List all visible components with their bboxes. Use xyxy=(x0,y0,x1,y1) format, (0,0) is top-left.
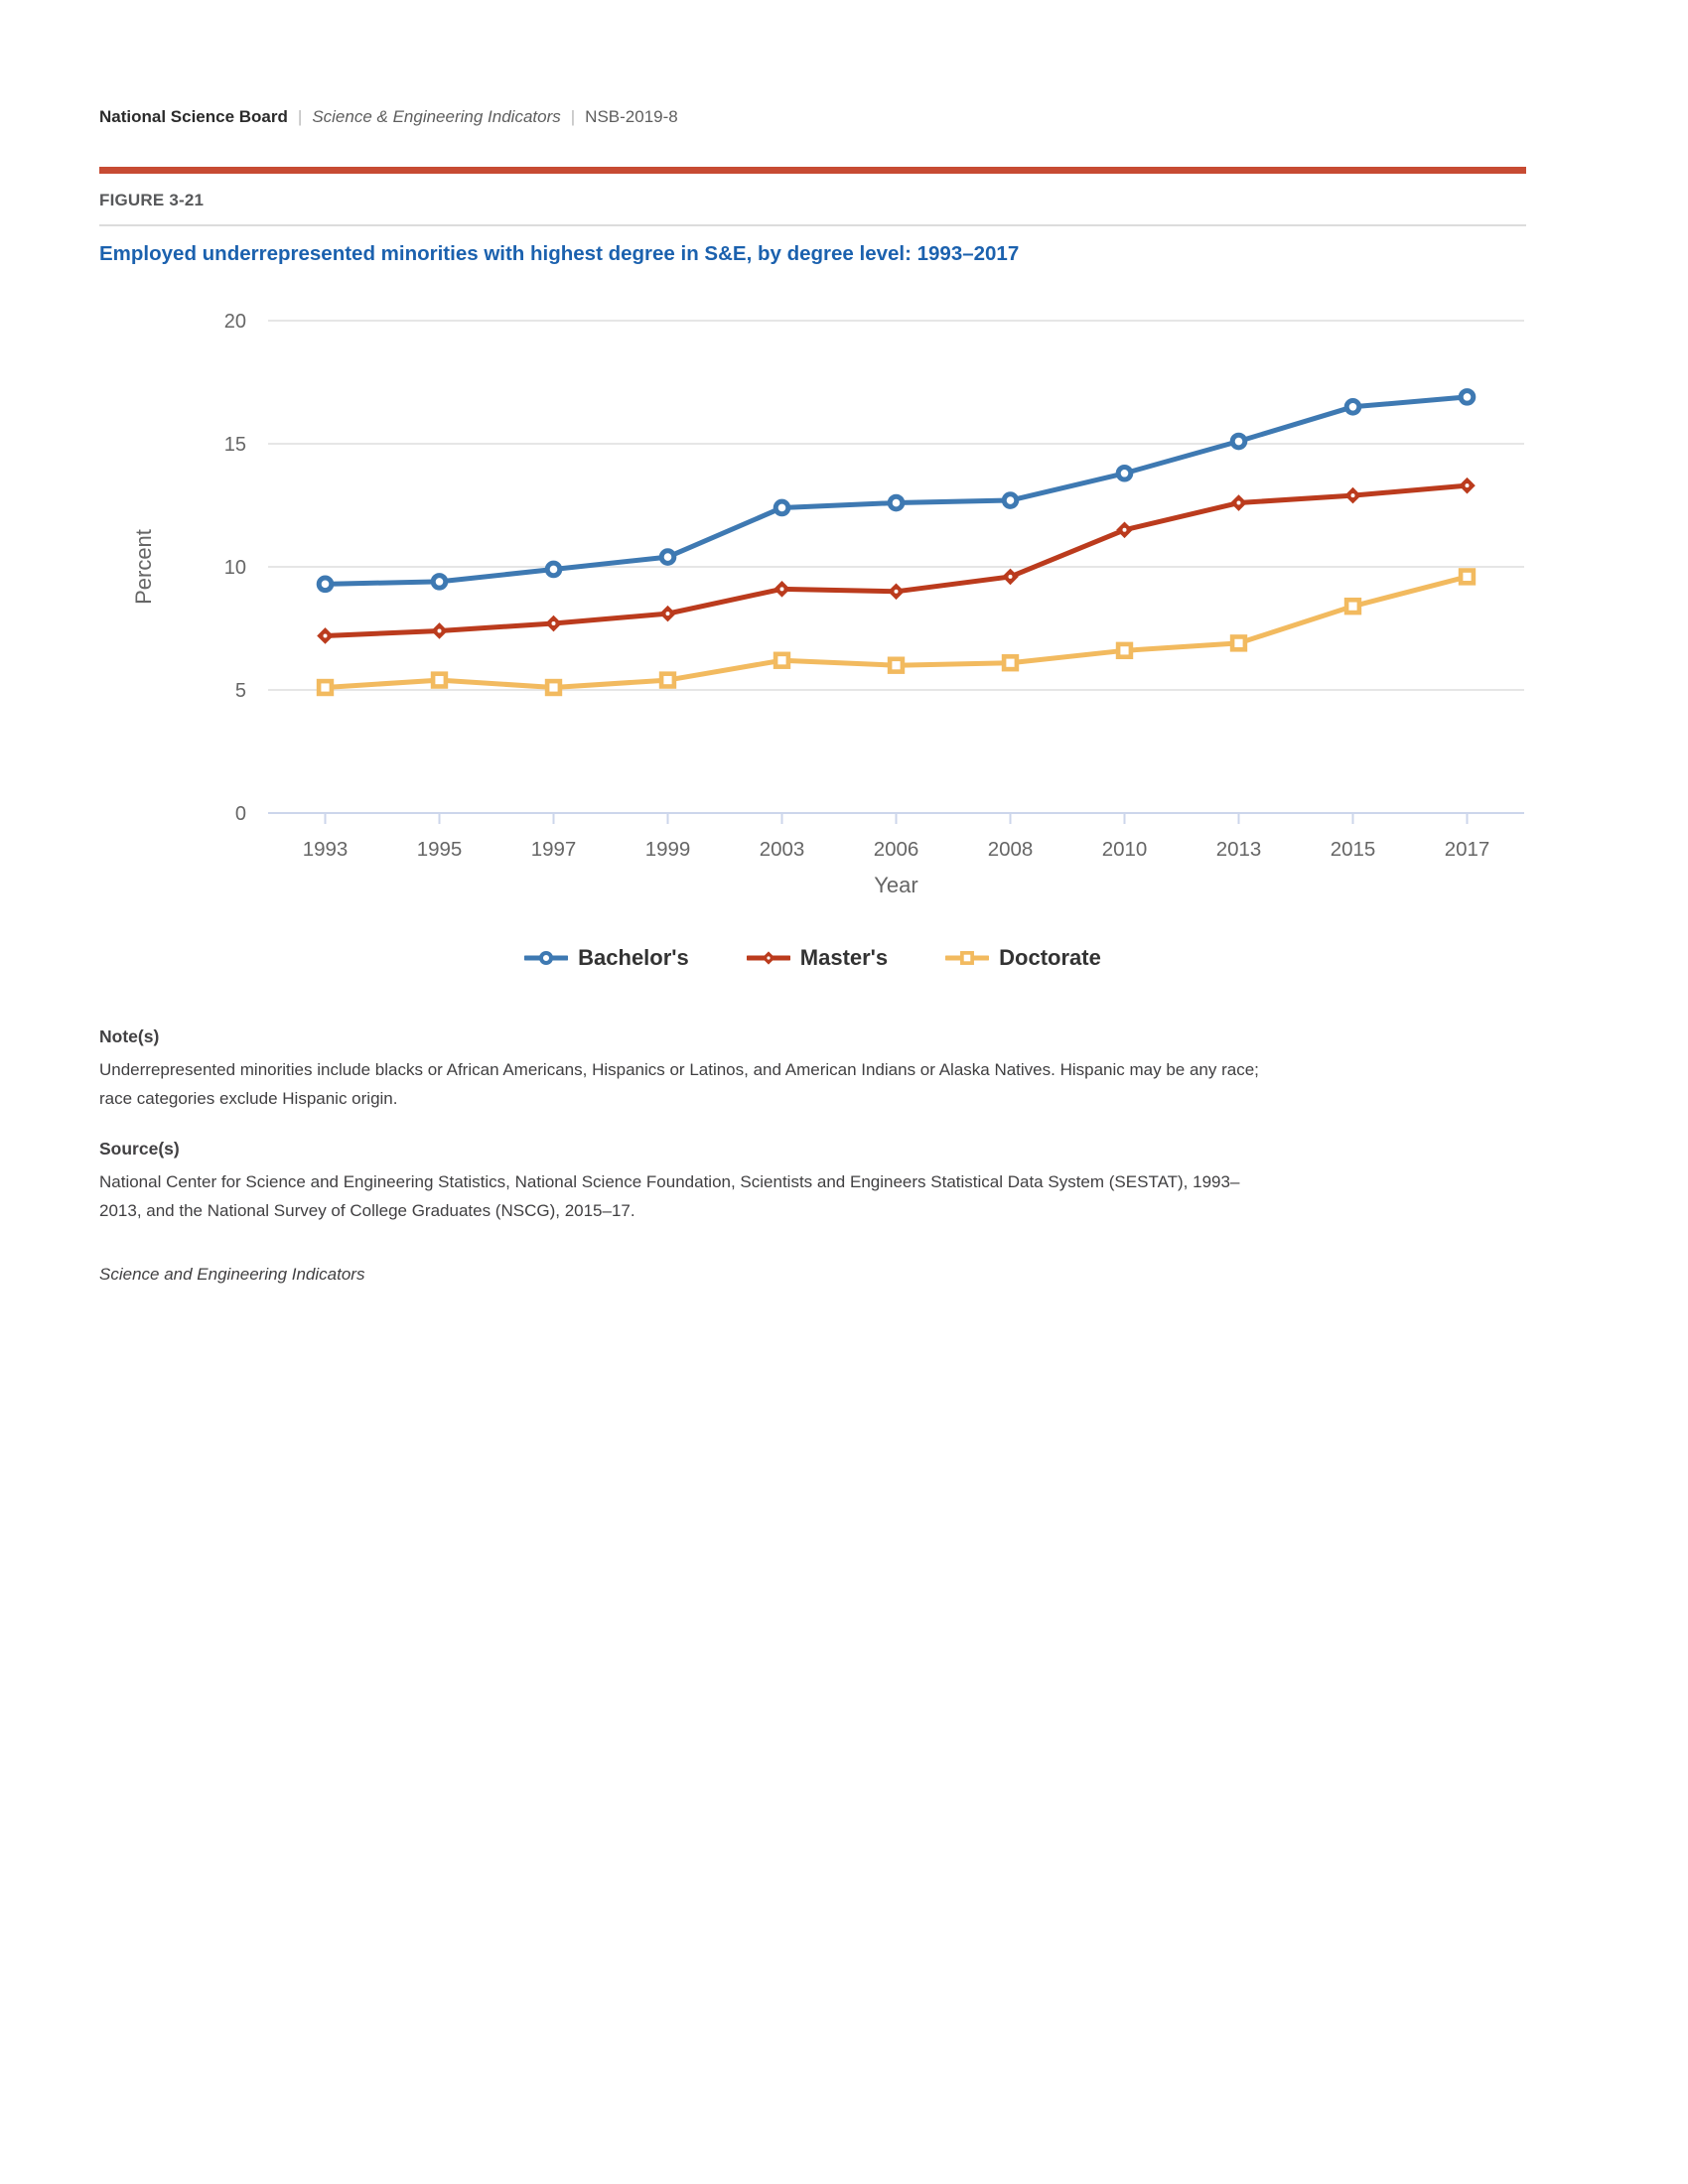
square-marker-icon xyxy=(1346,600,1359,613)
square-marker-icon xyxy=(890,659,903,672)
data-point[interactable] xyxy=(1346,401,1359,414)
divider-line xyxy=(99,224,1526,226)
x-axis-label: 2006 xyxy=(873,838,919,861)
y-axis-label: 5 xyxy=(234,680,246,702)
legend-item-master-s[interactable] xyxy=(747,945,888,971)
legend-item-bachelor-s[interactable] xyxy=(524,945,689,971)
sources-heading: Source(s) xyxy=(99,1139,180,1160)
legend-item-doctorate[interactable] xyxy=(945,945,1101,971)
data-point[interactable] xyxy=(1116,522,1133,539)
x-axis-label: 1997 xyxy=(530,838,577,861)
legend-label: Bachelor's xyxy=(578,945,689,970)
data-point[interactable] xyxy=(319,578,332,591)
x-axis-label: 2013 xyxy=(1215,838,1262,861)
x-axis-label: 2008 xyxy=(987,838,1034,861)
circle-marker-icon xyxy=(890,496,903,509)
marker-center-dot xyxy=(438,628,442,632)
circle-marker-icon xyxy=(433,576,446,589)
publication-name: Science & Engineering Indicators xyxy=(312,107,561,126)
marker-center-dot xyxy=(1351,493,1355,497)
marker-center-dot xyxy=(324,633,328,637)
data-point[interactable] xyxy=(1344,487,1361,504)
y-axis-label: 10 xyxy=(223,557,246,579)
circle-marker-icon xyxy=(1346,401,1359,414)
marker-center-dot xyxy=(895,590,899,594)
y-axis-title: Percent xyxy=(131,529,156,605)
data-point[interactable] xyxy=(1230,494,1247,511)
notes-heading: Note(s) xyxy=(99,1026,160,1046)
data-point[interactable] xyxy=(541,953,551,963)
square-marker-icon xyxy=(1232,636,1245,649)
data-point[interactable] xyxy=(775,654,788,667)
marker-center-dot xyxy=(767,956,770,959)
data-point[interactable] xyxy=(433,674,446,687)
y-axis-label: 20 xyxy=(223,311,246,333)
x-axis-label: 1993 xyxy=(302,838,349,861)
circle-marker-icon xyxy=(1004,494,1017,507)
x-axis-label: 2003 xyxy=(759,838,805,861)
series-line-bachelor-s xyxy=(326,397,1468,584)
square-marker-icon xyxy=(1461,571,1474,584)
data-point[interactable] xyxy=(659,606,676,622)
legend-marker-circle xyxy=(524,948,568,968)
circle-marker-icon xyxy=(547,563,560,576)
sources-body: National Center for Science and Engineering Statistics, National Science Foundation, Scientists and Engineers Statistical Data System (SESTAT), 1993–2013, and the National Survey of College Graduates (NSCG), 2015–17. xyxy=(99,1172,1240,1220)
y-axis-label: 15 xyxy=(223,434,246,456)
figure-title: Employed underrepresented minorities with highest degree in S&E, by degree level: 1993–2017 xyxy=(99,242,1020,265)
report-header xyxy=(99,107,1526,127)
data-point[interactable] xyxy=(1461,391,1474,404)
legend-label: Master's xyxy=(799,945,889,970)
marker-center-dot xyxy=(1466,483,1470,487)
data-point[interactable] xyxy=(775,501,788,514)
figure-label: FIGURE 3-21 xyxy=(99,191,205,209)
data-point[interactable] xyxy=(890,659,903,672)
square-marker-icon xyxy=(1118,644,1131,657)
data-point[interactable] xyxy=(1461,571,1474,584)
square-marker-icon xyxy=(962,953,972,963)
brand-name: National Science Board xyxy=(99,107,288,126)
data-point[interactable] xyxy=(545,615,562,632)
data-point[interactable] xyxy=(547,681,560,694)
data-point[interactable] xyxy=(1118,644,1131,657)
data-point[interactable] xyxy=(1232,636,1245,649)
y-axis-label: 0 xyxy=(234,803,246,825)
data-point[interactable] xyxy=(547,563,560,576)
x-axis-label: 1999 xyxy=(644,838,691,861)
data-point[interactable] xyxy=(661,674,674,687)
square-marker-icon xyxy=(1004,656,1017,669)
data-point[interactable] xyxy=(1002,569,1019,586)
x-axis-title: Year xyxy=(874,873,918,897)
data-point[interactable] xyxy=(431,622,448,639)
legend-marker-square xyxy=(945,948,989,968)
marker-center-dot xyxy=(552,621,556,625)
marker-center-dot xyxy=(780,587,784,591)
data-point[interactable] xyxy=(1118,467,1131,479)
data-point[interactable] xyxy=(317,627,334,644)
x-axis-label: 2010 xyxy=(1101,838,1148,861)
circle-marker-icon xyxy=(1232,435,1245,448)
x-axis-label: 1995 xyxy=(416,838,463,861)
x-axis-label: 2017 xyxy=(1444,838,1490,861)
data-point[interactable] xyxy=(1004,656,1017,669)
data-point[interactable] xyxy=(888,584,905,601)
line-chart xyxy=(99,298,1526,971)
legend-marker-diamond xyxy=(747,948,790,968)
circle-marker-icon xyxy=(775,501,788,514)
notes-body: Underrepresented minorities include blacks or African Americans, Hispanics or Latinos, and American Indians or Alaska Natives. Hispanic may be any race; race categories exclude Hispanic origin. xyxy=(99,1060,1259,1108)
square-marker-icon xyxy=(433,674,446,687)
circle-marker-icon xyxy=(319,578,332,591)
marker-center-dot xyxy=(1009,575,1013,579)
series-bachelor-s xyxy=(319,391,1474,591)
sources-section xyxy=(99,1139,1526,1225)
chart-plot-area xyxy=(99,298,1526,905)
square-marker-icon xyxy=(775,654,788,667)
data-point[interactable] xyxy=(774,581,790,598)
legend-label: Doctorate xyxy=(999,945,1101,970)
square-marker-icon xyxy=(661,674,674,687)
data-point[interactable] xyxy=(962,953,972,963)
footer-publication: Science and Engineering Indicators xyxy=(99,1265,365,1285)
marker-center-dot xyxy=(1237,501,1241,505)
data-point[interactable] xyxy=(1232,435,1245,448)
circle-marker-icon xyxy=(541,953,551,963)
circle-marker-icon xyxy=(661,551,674,564)
square-marker-icon xyxy=(547,681,560,694)
accent-rule xyxy=(99,167,1526,174)
header-divider: | xyxy=(297,107,303,126)
circle-marker-icon xyxy=(1118,467,1131,479)
data-point[interactable] xyxy=(1459,478,1476,494)
marker-center-dot xyxy=(666,612,670,615)
data-point[interactable] xyxy=(319,681,332,694)
data-point[interactable] xyxy=(762,951,774,964)
square-marker-icon xyxy=(319,681,332,694)
header-divider: | xyxy=(570,107,576,126)
report-id: NSB-2019-8 xyxy=(585,107,678,126)
data-point[interactable] xyxy=(1346,600,1359,613)
circle-marker-icon xyxy=(1461,391,1474,404)
data-point[interactable] xyxy=(661,551,674,564)
data-point[interactable] xyxy=(1004,494,1017,507)
notes-section xyxy=(99,1026,1526,1113)
x-axis-label: 2015 xyxy=(1330,838,1376,861)
data-point[interactable] xyxy=(433,576,446,589)
chart-legend xyxy=(99,945,1526,971)
marker-center-dot xyxy=(1123,528,1127,532)
data-point[interactable] xyxy=(890,496,903,509)
